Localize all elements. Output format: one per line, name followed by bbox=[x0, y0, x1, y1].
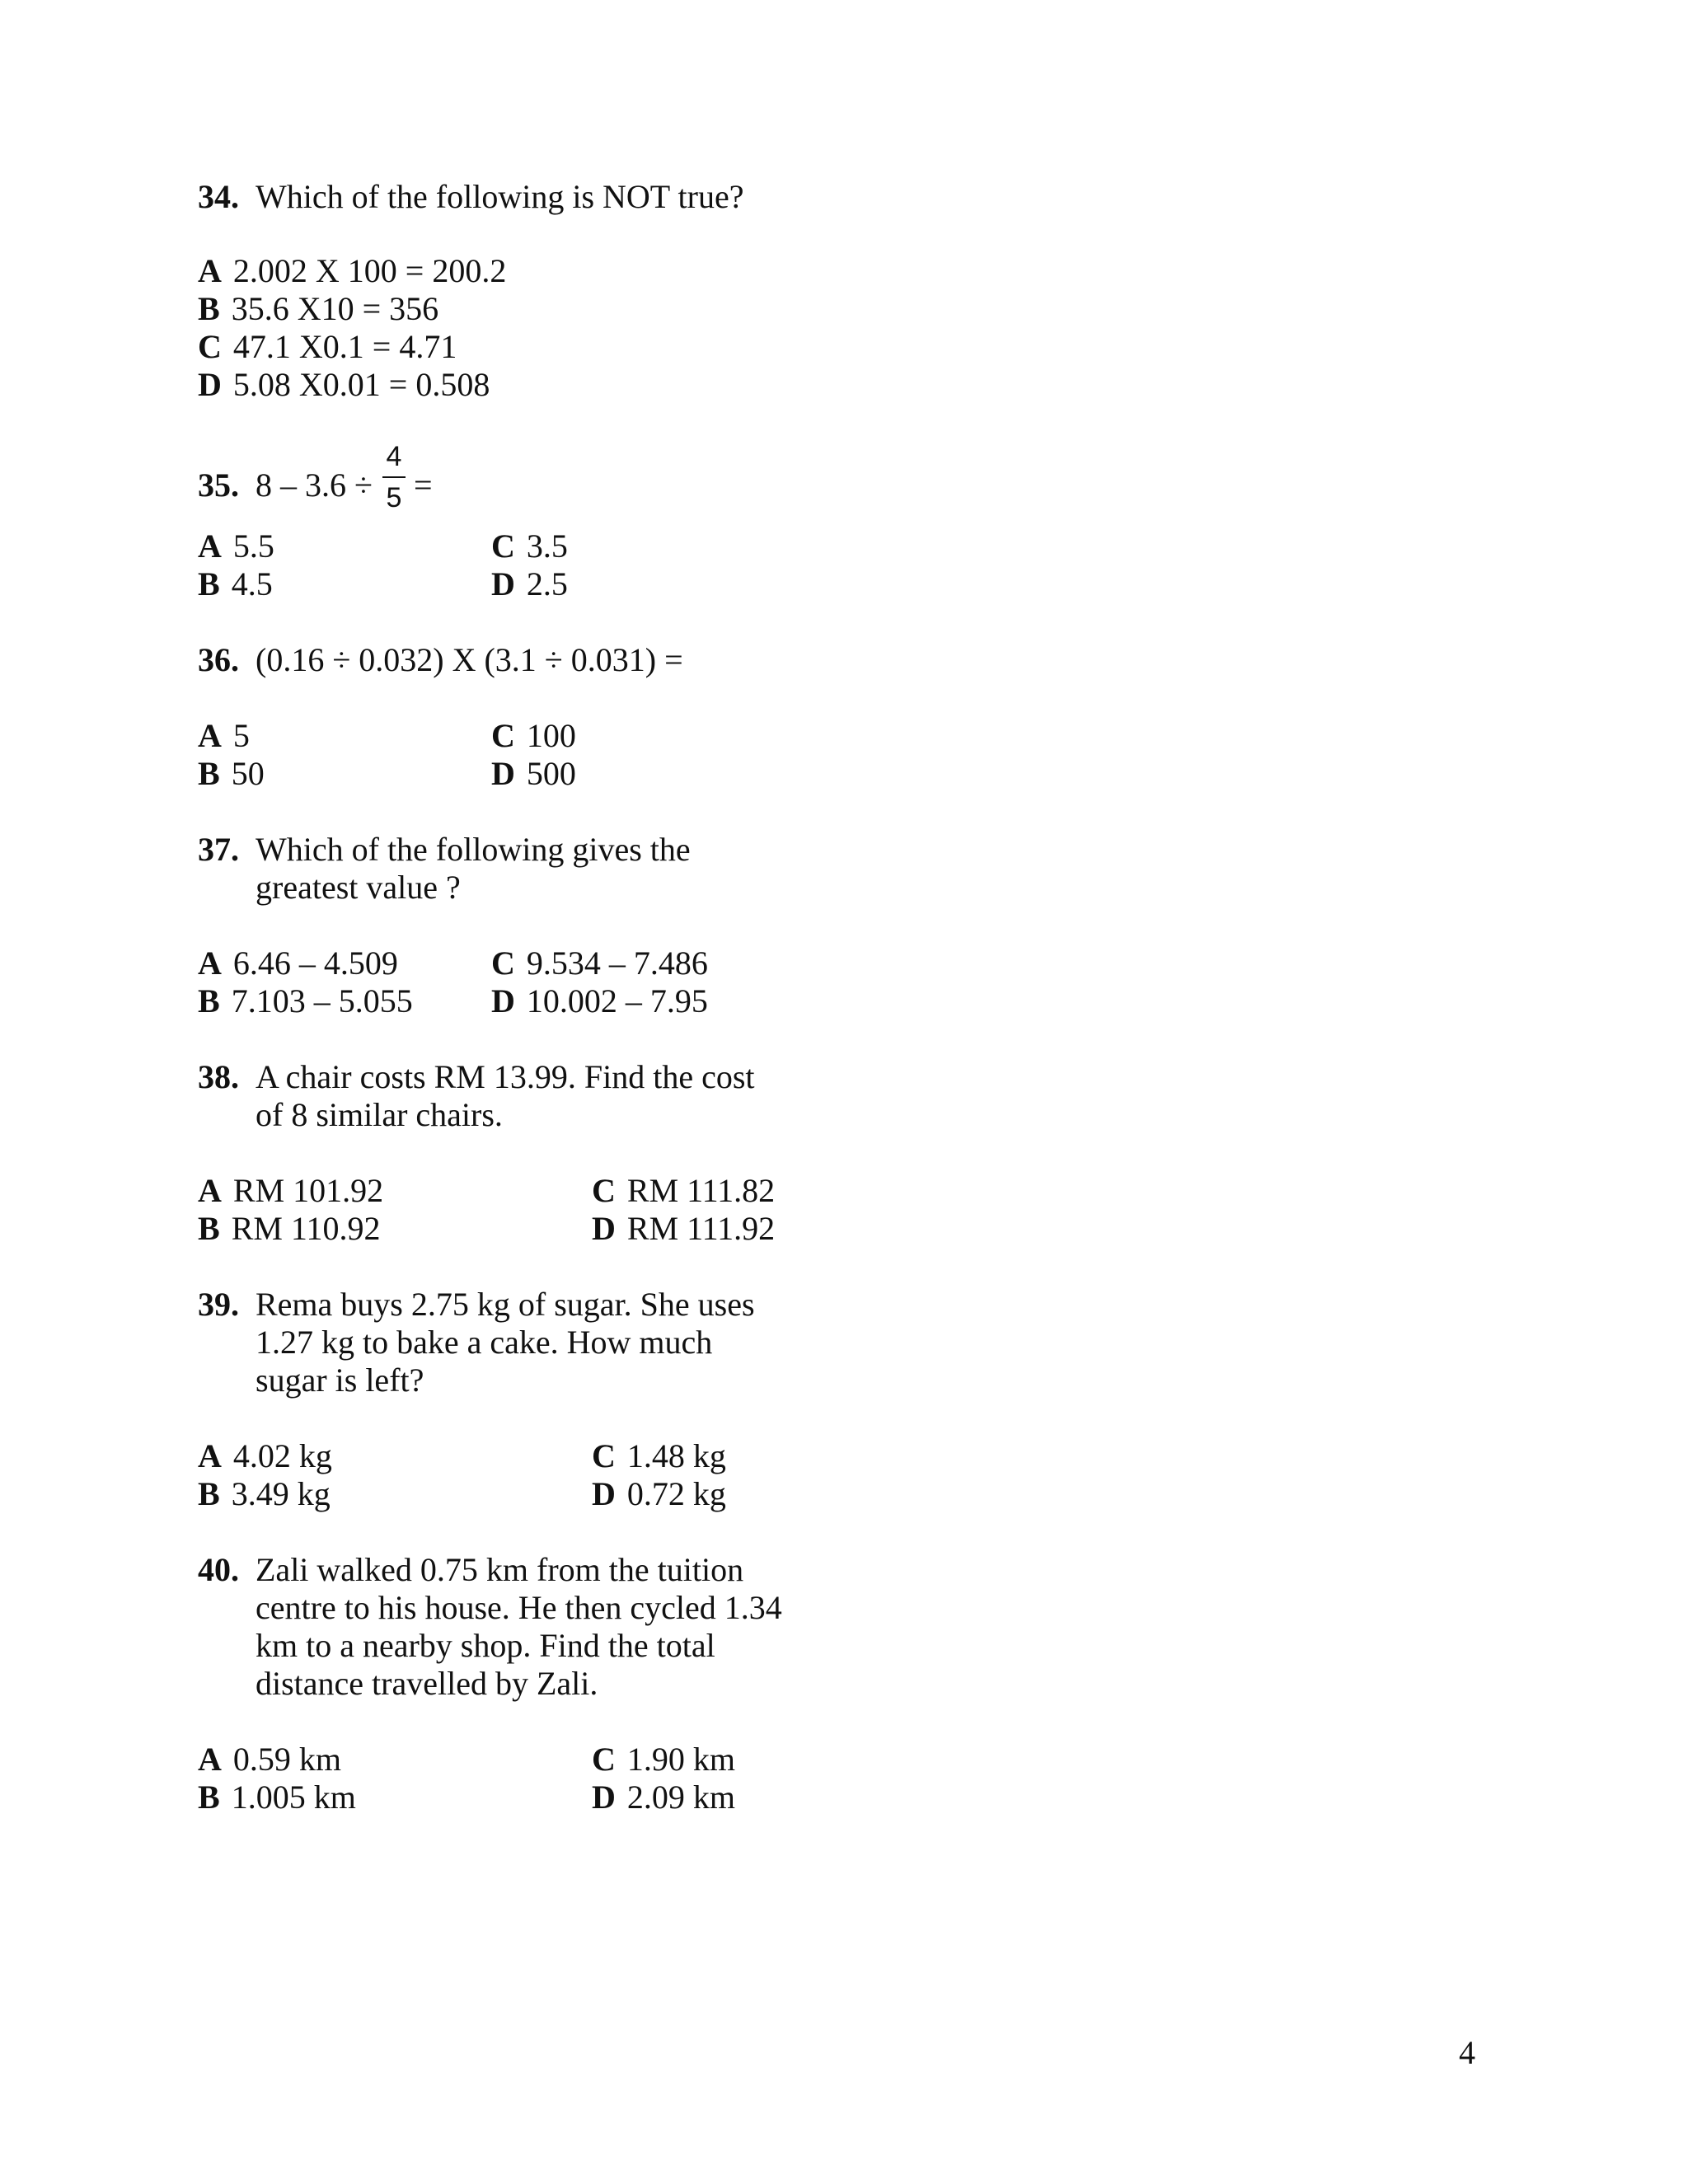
option-label: D bbox=[592, 1475, 616, 1512]
option-text: 5.08 X0.01 = 0.508 bbox=[232, 366, 490, 403]
option-label: D bbox=[592, 1779, 616, 1816]
option-label: A bbox=[198, 252, 222, 289]
question-text-before: 8 – 3.6 ÷ bbox=[256, 466, 373, 504]
option-d[interactable] bbox=[592, 1779, 735, 1816]
option-text: 1.90 km bbox=[626, 1741, 736, 1778]
question-line: A chair costs RM 13.99. Find the cost bbox=[256, 1058, 755, 1095]
option-text: 5.5 bbox=[232, 527, 274, 565]
option-text: 1.005 km bbox=[231, 1779, 356, 1816]
option-label: D bbox=[491, 982, 515, 1019]
question-text: Which of the following is NOT true? bbox=[256, 178, 744, 215]
question-line: km to a nearby shop. Find the total bbox=[256, 1627, 715, 1664]
option-text: 0.72 kg bbox=[626, 1475, 726, 1512]
question-text-after: = bbox=[414, 466, 433, 504]
option-text: 0.59 km bbox=[232, 1741, 342, 1778]
fraction-denominator: 5 bbox=[386, 482, 402, 513]
option-text: 2.5 bbox=[526, 565, 568, 602]
fraction-numerator: 4 bbox=[386, 441, 402, 472]
option-c[interactable] bbox=[491, 527, 568, 565]
option-c[interactable] bbox=[592, 1437, 726, 1475]
question-line: 1.27 kg to bake a cake. How much bbox=[256, 1324, 713, 1361]
option-label: B bbox=[198, 1475, 220, 1512]
question-line: centre to his house. He then cycled 1.34 bbox=[256, 1589, 782, 1626]
option-text: 2.09 km bbox=[626, 1779, 736, 1816]
option-text: 2.002 X 100 = 200.2 bbox=[232, 252, 507, 289]
option-c[interactable] bbox=[592, 1741, 735, 1779]
option-text: 3.49 kg bbox=[231, 1475, 331, 1512]
option-text: 4.5 bbox=[231, 565, 273, 602]
option-b[interactable] bbox=[198, 290, 438, 328]
option-d[interactable] bbox=[491, 565, 568, 603]
option-label: A bbox=[198, 944, 222, 982]
option-d[interactable] bbox=[491, 755, 576, 793]
option-b[interactable] bbox=[198, 755, 265, 793]
option-label: C bbox=[491, 717, 515, 754]
option-text: 5 bbox=[232, 717, 250, 754]
option-label: C bbox=[491, 944, 515, 982]
fraction bbox=[377, 440, 410, 514]
option-c[interactable] bbox=[592, 1172, 775, 1210]
option-label: C bbox=[592, 1172, 616, 1209]
option-b[interactable] bbox=[198, 1210, 380, 1248]
question-number: 34. bbox=[198, 178, 239, 215]
option-d[interactable] bbox=[592, 1475, 726, 1513]
option-c[interactable] bbox=[491, 717, 576, 755]
option-a[interactable] bbox=[198, 527, 274, 565]
question-line: greatest value ? bbox=[256, 869, 461, 906]
question-number: 35. bbox=[198, 466, 239, 504]
option-a[interactable] bbox=[198, 944, 398, 982]
option-text: 50 bbox=[231, 755, 265, 792]
option-text: RM 111.92 bbox=[626, 1210, 776, 1247]
option-d[interactable] bbox=[198, 366, 490, 404]
option-label: B bbox=[198, 755, 220, 792]
option-label: A bbox=[198, 1172, 222, 1209]
question-line: Which of the following gives the bbox=[256, 831, 691, 868]
option-text: 500 bbox=[526, 755, 576, 792]
option-label: B bbox=[198, 1210, 220, 1247]
option-label: B bbox=[198, 290, 220, 327]
option-label: A bbox=[198, 527, 222, 565]
option-c[interactable] bbox=[491, 944, 708, 982]
question-line: Rema buys 2.75 kg of sugar. She uses bbox=[256, 1286, 755, 1323]
option-a[interactable] bbox=[198, 717, 250, 755]
option-label: A bbox=[198, 717, 222, 754]
option-label: B bbox=[198, 982, 220, 1019]
option-text: 10.002 – 7.95 bbox=[526, 982, 708, 1019]
option-text: 7.103 – 5.055 bbox=[231, 982, 413, 1019]
option-label: D bbox=[491, 565, 515, 602]
option-b[interactable] bbox=[198, 565, 273, 603]
option-c[interactable] bbox=[198, 328, 457, 366]
option-a[interactable] bbox=[198, 252, 506, 290]
question-number: 40. bbox=[198, 1551, 239, 1588]
option-text: 100 bbox=[526, 717, 576, 754]
question-line: sugar is left? bbox=[256, 1361, 424, 1399]
option-text: 4.02 kg bbox=[232, 1437, 332, 1474]
option-text: 3.5 bbox=[526, 527, 568, 565]
option-a[interactable] bbox=[198, 1741, 341, 1779]
question-line: of 8 similar chairs. bbox=[256, 1096, 503, 1133]
question-number: 38. bbox=[198, 1058, 239, 1095]
option-text: RM 101.92 bbox=[232, 1172, 384, 1209]
option-d[interactable] bbox=[491, 982, 708, 1020]
option-text: 6.46 – 4.509 bbox=[232, 944, 398, 982]
question-text: (0.16 ÷ 0.032) X (3.1 ÷ 0.031) = bbox=[256, 641, 683, 678]
option-label: C bbox=[491, 527, 515, 565]
option-label: B bbox=[198, 1779, 220, 1816]
option-label: A bbox=[198, 1741, 222, 1778]
option-text: 1.48 kg bbox=[626, 1437, 726, 1474]
option-text: 47.1 X0.1 = 4.71 bbox=[232, 328, 457, 365]
option-label: C bbox=[592, 1741, 616, 1778]
option-label: D bbox=[491, 755, 515, 792]
option-label: D bbox=[592, 1210, 616, 1247]
option-b[interactable] bbox=[198, 1475, 331, 1513]
question-number: 39. bbox=[198, 1286, 239, 1323]
option-d[interactable] bbox=[592, 1210, 775, 1248]
option-text: RM 111.82 bbox=[626, 1172, 776, 1209]
question-line: distance travelled by Zali. bbox=[256, 1665, 598, 1702]
option-a[interactable] bbox=[198, 1437, 332, 1475]
option-b[interactable] bbox=[198, 1779, 356, 1816]
option-label: C bbox=[592, 1437, 616, 1474]
option-text: 9.534 – 7.486 bbox=[526, 944, 708, 982]
fraction-bar bbox=[382, 476, 406, 478]
option-label: C bbox=[198, 328, 222, 365]
option-b[interactable] bbox=[198, 982, 413, 1020]
option-a[interactable] bbox=[198, 1172, 383, 1210]
option-label: B bbox=[198, 565, 220, 602]
option-text: RM 110.92 bbox=[231, 1210, 381, 1247]
option-text: 35.6 X10 = 356 bbox=[231, 290, 439, 327]
option-label: D bbox=[198, 366, 222, 403]
question-number: 36. bbox=[198, 641, 239, 678]
question-number: 37. bbox=[198, 831, 239, 868]
page-number: 4 bbox=[1459, 2034, 1475, 2071]
option-label: A bbox=[198, 1437, 222, 1474]
question-line: Zali walked 0.75 km from the tuition bbox=[256, 1551, 744, 1588]
